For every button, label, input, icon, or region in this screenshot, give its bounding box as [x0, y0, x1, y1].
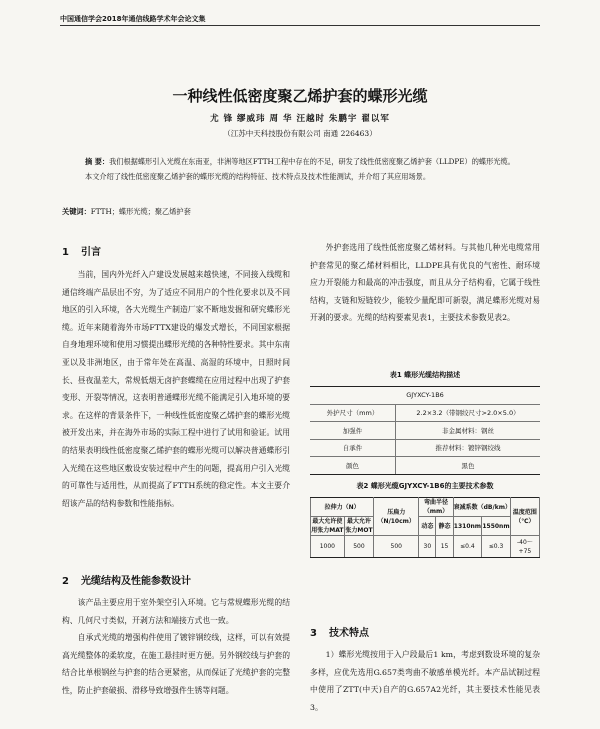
table2-caption: 表2 蝶形光缆GJYXCY-1B6的主要技术参数: [356, 482, 494, 490]
table-cell: 推荐材料：镀锌钢绞线: [396, 439, 541, 457]
paragraph: 当前，国内外光纤入户建设发展越来越快速，不同接入线缆和通信终端产品层出不穷，为了适应不同用户的个性化要求以及不同地区的引入环境，各大光缆生产制造厂家不断地发掘和研究蝶形光缆。近年来随着海外市场FTTX建设的爆发式增长，不同国家根据自身地理环境和使用习惯提出蝶形光缆的各种特性要求。其中东南亚以及非洲地区，由于常年处在高温、高湿的环境中，日照时间长、昼夜温差大，常规低烟无卤护套蝶缆在应用过程中出现了护套变形、开裂等情况，这表明普通蝶形光缆不能满足引入地环境的要求。在这样的背景条件下，一种线性低密度聚乙烯护套的蝶形光缆被开发出来，并在海外市场的实际工程中进行了试用和验证。试用的结果表明线性低密度聚乙烯护套的蝶形光缆可以解决普通蝶形引入光缆在这些地区敷设安装过程中产生的问题，提高用户引入光缆的可靠性与适用性，从而提高了FTTH系统的稳定性。本文主要介绍该产品的结构参数和性能指标。: [62, 270, 290, 508]
table-cell: 1000: [311, 536, 345, 558]
paragraph: 1）蝶形光缆按用于入户段最后1 km，考虑到数设环境的复杂多样，应优先选用G.657类弯曲不敏感单模光纤。本产品试制过程中使用了ZTT(中天)自产的G.657A2光纤，其主要技术性能见表3。: [310, 650, 540, 712]
table-cell: 500: [344, 536, 374, 558]
abstract-text: 我们根据蝶形引入光缆在东南亚，非洲等地区FTTH工程中存在的不足，研发了线性低密度聚乙烯护套（LLDPE）的蝶形光缆。本文介绍了线性低密度聚乙烯护套的蝶形光缆的结构特征、技术特点及技术性能测试，并介绍了其应用场景。: [85, 157, 515, 181]
table1: [310, 386, 540, 475]
paper-affiliation: （江苏中天科技股份有限公司 南通 226463）: [223, 129, 377, 138]
section-title: 技术特点: [328, 628, 369, 639]
table-cell: 外护尺寸（mm）: [310, 404, 396, 422]
section-number: 3: [310, 628, 317, 639]
abstract: [85, 154, 520, 184]
table-cell: GJYXCY-1B6: [310, 387, 540, 405]
table-cell: 动态: [419, 517, 436, 536]
table-cell: 最大允许张力MOT: [345, 518, 373, 534]
table2: [310, 497, 540, 558]
paper-authors: 尤 锋 缪威玮 周 华 汪越时 朱鹏宇 翟以军: [210, 114, 390, 124]
section-heading-intro: [62, 243, 101, 258]
table-row: [311, 498, 540, 517]
section-heading-features: [310, 624, 369, 639]
paragraph: 外护套选用了线性低密度聚乙烯材料。与其他几种光电缆常用护套常见的聚乙烯材料相比，LLDPE具有优良的气密性、耐环境应力开裂能力和最高的冲击强度，而且从分子结构看，它属于线性结构，支链和短链较少，能较少量配即可新裂，满足蝶形光缆对易开剥的要求。光缆的结构要素见表1，主要技术参数见表2。: [310, 243, 540, 323]
section-number: 1: [62, 247, 69, 258]
structure-body: [62, 594, 290, 700]
table-cell: 2.2×3.2（带钢绞尺寸>2.0×5.0）: [396, 404, 541, 422]
table-cell: 拉伸力（N）: [311, 498, 374, 517]
abstract-label: 摘 要：: [85, 157, 110, 166]
header-rule: [60, 25, 540, 26]
table-cell: -40～+75: [510, 536, 539, 558]
table-cell: 加强件: [310, 422, 396, 440]
table-row: [310, 457, 540, 475]
paragraph: 该产品主要应用于室外架空引入环境。它与常规蝶形光缆的结构、几何尺寸类似，开剥方法和端接方式也一致。: [62, 598, 290, 625]
paragraph: 自承式光缆的增强构件使用了镀锌钢绞线，这样，可以有效提高光缆整体的柔软度，在施工悬挂时更方便。另外钢绞线与护套的结合比单根钢丝与护套的结合更紧密，从而保证了光缆护套的完整性，防止护套破损、滑移导致增强件生锈等问题。: [62, 633, 290, 695]
keywords-text: FTTH；蝶形光缆；聚乙烯护套: [90, 207, 191, 216]
section-title: 光缆结构及性能参数设计: [80, 576, 191, 587]
table-cell: 温度范围（℃）: [510, 498, 539, 536]
table-cell: ≤0.4: [453, 536, 482, 558]
table-row: [310, 387, 540, 405]
table-cell: 压扁力（N/10cm）: [374, 498, 419, 536]
table-cell: 30: [419, 536, 436, 558]
table1-caption: 表1 蝶形光缆结构描述: [389, 371, 461, 379]
table-cell: 1550nm: [482, 517, 511, 536]
table-cell: 1310nm: [453, 517, 482, 536]
section-number: 2: [62, 576, 69, 587]
intro-body: [62, 266, 290, 512]
table-row: [310, 404, 540, 422]
table-cell: 黑色: [396, 457, 541, 475]
section-heading-structure: [62, 572, 191, 587]
keywords-label: 关键词：: [62, 207, 91, 216]
table-cell: 500: [374, 536, 419, 558]
running-header: 中国通信学会2018年通信线路学术年会论文集: [60, 15, 206, 23]
structure-body-cont: [310, 239, 540, 365]
table-cell: 衰减系数（dB/km）: [453, 498, 510, 517]
table-cell: 自承件: [310, 439, 396, 457]
table-cell: 最大允许使用张力MAT: [311, 518, 344, 534]
paper-title: 一种线性低密度聚乙烯护套的蝶形光缆: [172, 87, 428, 105]
table-cell: ≤0.3: [482, 536, 511, 558]
features-body: [310, 646, 540, 716]
table-cell: 弯曲半径（mm）: [419, 498, 453, 517]
section-title: 引言: [80, 247, 101, 258]
keywords: [62, 207, 512, 217]
table-row: [310, 439, 540, 457]
table-cell: 静态: [436, 517, 453, 536]
table-cell: 15: [436, 536, 453, 558]
table-cell: 非金属材料：钢丝: [396, 422, 541, 440]
table-row: [310, 422, 540, 440]
table-cell: 颜色: [310, 457, 396, 475]
table-row: [311, 536, 540, 558]
